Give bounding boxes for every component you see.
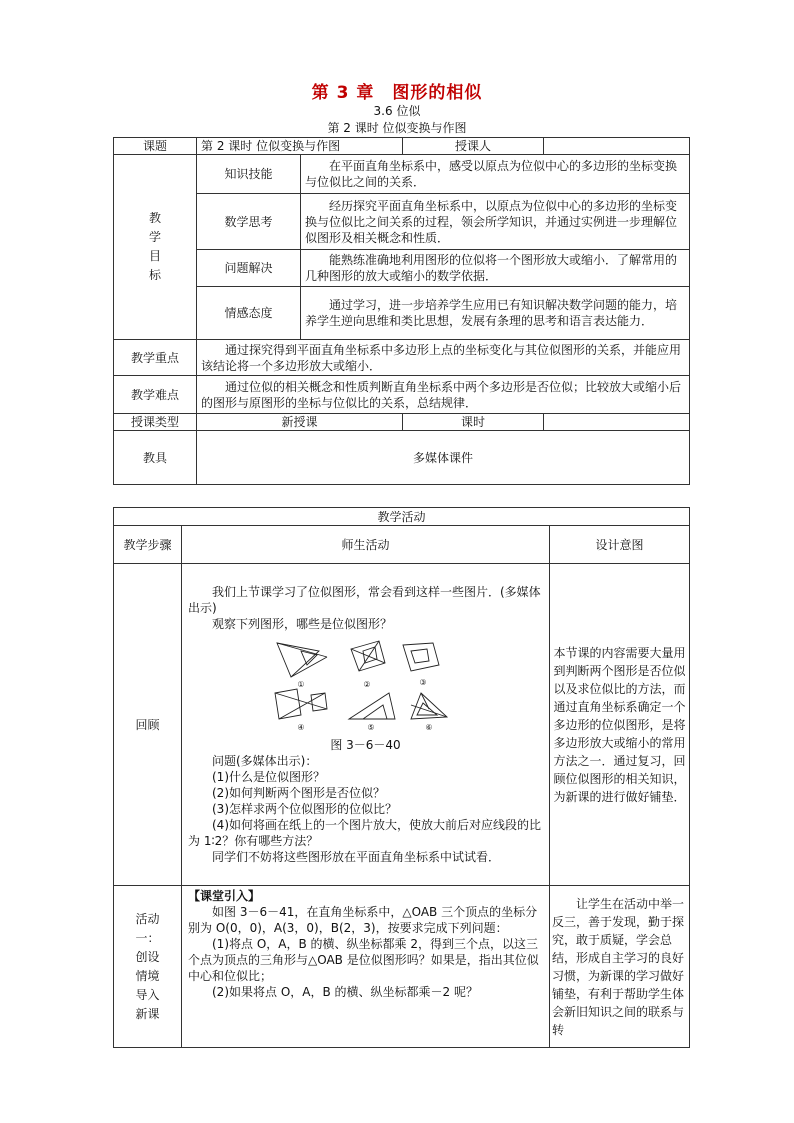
fig5-outer-triangle bbox=[349, 693, 395, 719]
fig-label-1: ① bbox=[296, 680, 305, 689]
activity-1-content bbox=[182, 886, 550, 1048]
fig1-outer-triangle bbox=[277, 643, 319, 677]
teacher-value bbox=[544, 138, 690, 155]
col-intent-header: 设计意图 bbox=[550, 526, 690, 564]
review-p1: 我们上节课学习了位似图形，常会看到这样一些图片．(多媒体出示) bbox=[188, 585, 541, 615]
activity-table bbox=[113, 507, 690, 1048]
question-4: (4)如何将画在纸上的一个图片放大，使放大前后对应线段的比为 1∶2？你有哪些方法？ bbox=[188, 818, 542, 848]
topic-value: 第 2 课时 位似变换与作图 bbox=[197, 138, 403, 155]
fig-label-6: ⑥ bbox=[424, 723, 433, 731]
question-intro: 问题(多媒体出示)： bbox=[212, 754, 318, 768]
tools-label: 教具 bbox=[114, 431, 197, 485]
activity-1-intent: 让学生在活动中举一反三，善于发现，勤于探究，敢于质疑，学会总结，形成自主学习的良好习惯，为新课的学习做好铺垫，有利于帮助学生体会新旧知识之间的联系与转 bbox=[550, 886, 690, 1048]
fig-label-2: ② bbox=[362, 680, 371, 689]
type-label: 授课类型 bbox=[114, 414, 197, 431]
fig1-ray-a bbox=[277, 643, 327, 657]
fig-label-3: ③ bbox=[418, 678, 427, 687]
goal-text-knowledge: 在平面直角坐标系中，感受以原点为位似中心的多边形的坐标变换与位似比之间的关系． bbox=[301, 155, 690, 194]
topic-label: 课题 bbox=[114, 138, 197, 155]
question-3: (3)怎样求两个位似图形的位似比？ bbox=[212, 802, 397, 816]
fig6-ray-a bbox=[421, 693, 429, 709]
goal-text-attitude: 通过学习，进一步培养学生应用已有知识解决数学问题的能力，培养学生逆向思维和类比思想，发展有条理的思考和语言表达能力． bbox=[301, 287, 690, 340]
question-1: (1)什么是位似图形？ bbox=[212, 770, 325, 784]
goal-name-attitude: 情感态度 bbox=[197, 287, 301, 340]
activity-1-p3: (2)如果将点 O，A，B 的横、纵坐标都乘－2 呢？ bbox=[212, 985, 478, 999]
goal-text-problem: 能熟练准确地利用图形的位似将一个图形放大或缩小．了解常用的几种图形的放大或缩小的数学依据． bbox=[301, 250, 690, 287]
activity-1-p2: (1)将点 O，A，B 的横、纵坐标都乘 2，得到三个点，以这三个点为顶点的三角形与△OAB 是位似图形吗？如果是，指出其位似中心和位似比； bbox=[188, 937, 539, 983]
review-intent: 本节课的内容需要大量用到判断两个图形是否位似以及求位似比的方法，而通过直角坐标系确定一个多边形的位似图形，是将多边形放大或缩小的常用方法之一．通过复习，回顾位似图形的相关知识，为新课的进行做好铺垫． bbox=[550, 564, 690, 886]
col-activity-header: 师生活动 bbox=[182, 526, 550, 564]
fig3-outer-quad bbox=[403, 643, 439, 671]
step-review: 回顾 bbox=[114, 564, 182, 886]
key-label: 教学重点 bbox=[114, 340, 197, 376]
section-title: 3.6 位似 bbox=[373, 104, 421, 118]
difficulty-text: 通过位似的相关概念和性质判断直角坐标系中两个多边形是否位似；比较放大或缩小后的图形与原图形的坐标与位似比的关系，总结规律． bbox=[197, 376, 690, 414]
homothety-figure bbox=[188, 635, 543, 735]
hours-label: 课时 bbox=[403, 414, 544, 431]
type-value: 新授课 bbox=[197, 414, 403, 431]
hours-value bbox=[544, 414, 690, 431]
goals-label: 教 学 目 标 bbox=[114, 155, 197, 340]
step-activity-1: 活动 一： 创设 情境 导入 新课 bbox=[114, 886, 182, 1048]
homothety-figure-svg bbox=[271, 635, 461, 731]
fig4-outer-quad bbox=[275, 689, 301, 719]
goal-text-thinking: 经历探究平面直角坐标系中，以原点为位似中心的多边形的坐标变换与位似比之间关系的过程，领会所学知识，并通过实例进一步理解位似图形及相关概念和性质． bbox=[301, 194, 690, 250]
activity-title: 教学活动 bbox=[114, 508, 690, 526]
fig2-diagonal-a bbox=[351, 649, 385, 663]
lesson-title: 第 2 课时 位似变换与作图 bbox=[327, 121, 467, 135]
col-step-header: 教学步骤 bbox=[114, 526, 182, 564]
review-p2: 观察下列图形，哪些是位似图形？ bbox=[212, 617, 393, 631]
review-p3: 同学们不妨将这些图形放在平面直角坐标系中试试看． bbox=[212, 850, 501, 864]
difficulty-label: 教学难点 bbox=[114, 376, 197, 414]
tools-value: 多媒体课件 bbox=[197, 431, 690, 485]
goal-name-thinking: 数学思考 bbox=[197, 194, 301, 250]
teacher-label: 授课人 bbox=[403, 138, 544, 155]
lesson-info-table bbox=[113, 137, 690, 485]
goal-name-knowledge: 知识技能 bbox=[197, 155, 301, 194]
activity-1-p1: 如图 3－6－41，在直角坐标系中，△OAB 三个顶点的坐标分别为 O(0，0)，A(3，0)，B(2，3)，按要求完成下列问题： bbox=[188, 905, 538, 935]
fig-label-4: ④ bbox=[296, 723, 305, 731]
activity-1-heading: 【课堂引入】 bbox=[188, 889, 261, 903]
chapter-title: 第 3 章 图形的相似 bbox=[311, 83, 483, 103]
fig3-inner-quad bbox=[411, 649, 429, 663]
review-content bbox=[182, 564, 550, 886]
figure-caption: 图 3－6－40 bbox=[330, 738, 401, 752]
goal-name-problem: 问题解决 bbox=[197, 250, 301, 287]
key-text: 通过探究得到平面直角坐标系中多边形上点的坐标变化与其位似图形的关系，并能应用该结论将一个多边形放大或缩小． bbox=[197, 340, 690, 376]
question-2: (2)如何判断两个图形是否位似？ bbox=[212, 786, 385, 800]
fig-label-5: ⑤ bbox=[366, 723, 375, 731]
